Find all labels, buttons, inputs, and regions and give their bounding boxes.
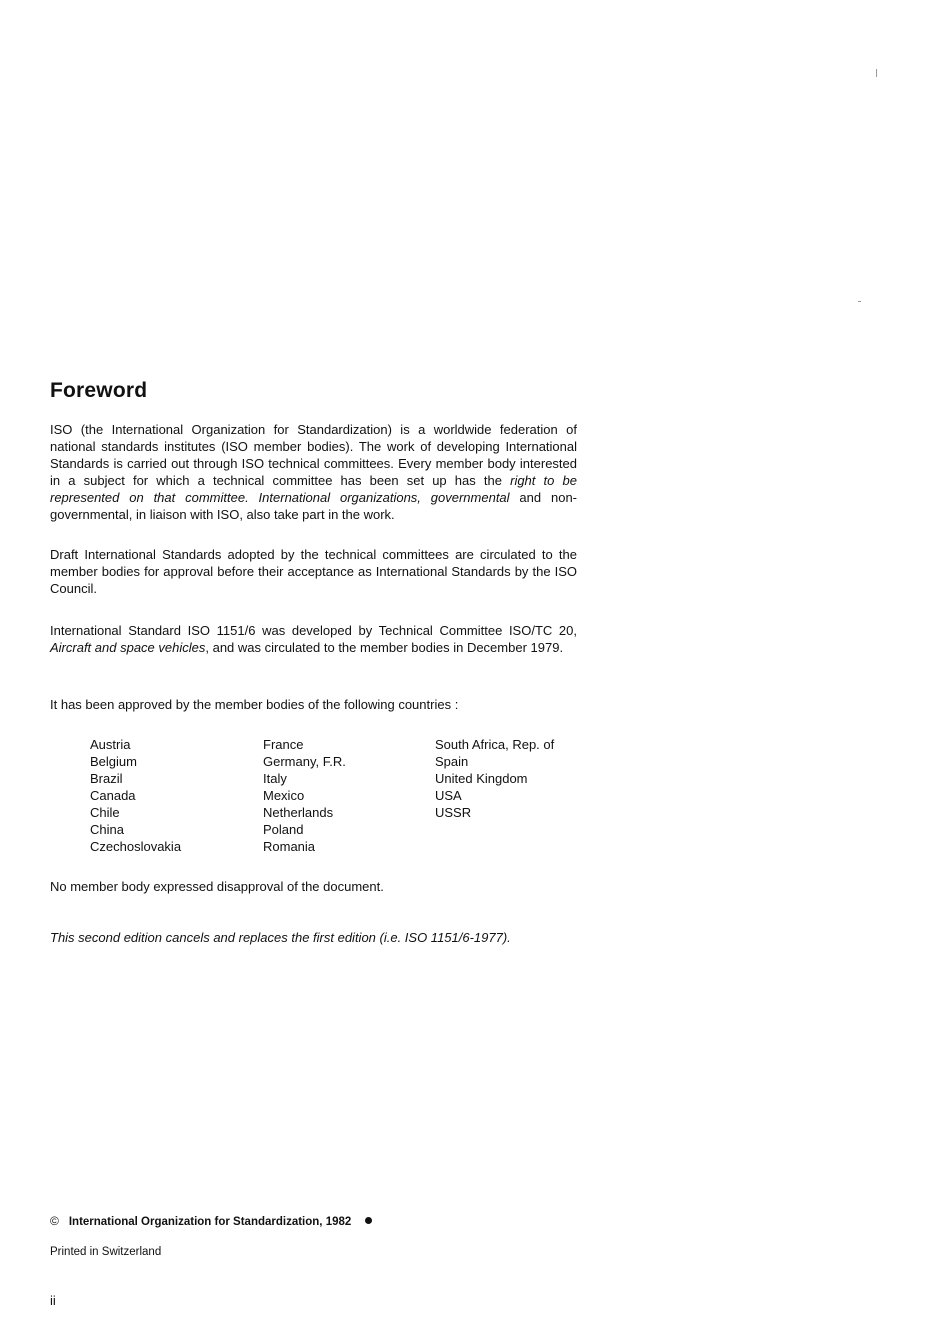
- country-item: Canada: [90, 788, 136, 803]
- country-item: Netherlands: [263, 805, 334, 820]
- country-item: USSR: [435, 805, 472, 820]
- country-item: Czechoslovakia: [90, 839, 182, 854]
- copyright-icon: ©: [50, 1214, 59, 1228]
- country-item: Chile: [90, 805, 120, 820]
- foreword-paragraph-1: ISO (the International Organization for Standardization) is a worldwide federation of national standards institutes (ISO member bodies). The work of developing International Standards is carried out through ISO technical committees. Every member body interested in a subject for which a technical committee has been set up has the right to be represented on that committee. International organizations, governmental and non-governmental, in liaison with ISO, also take part in the work.: [50, 422, 578, 522]
- country-item: France: [263, 737, 304, 752]
- foreword-paragraph-3: International Standard ISO 1151/6 was developed by Technical Committee ISO/TC 20, Aircraft and space vehicles, and was circulated to the member bodies in December 1979.: [50, 623, 577, 655]
- foreword-paragraph-6: This second edition cancels and replaces the first edition (i.e. ISO 1151/6-1977).: [50, 930, 511, 945]
- scan-mark: [858, 301, 861, 302]
- printed-location: Printed in Switzerland: [50, 1246, 162, 1258]
- copyright-text: International Organization for Standardization, 1982: [68, 1216, 352, 1228]
- country-item: South Africa, Rep. of: [435, 737, 555, 752]
- country-column-2: [263, 736, 346, 855]
- scan-mark: [876, 69, 877, 77]
- page-title: Foreword: [50, 379, 148, 402]
- foreword-paragraph-5: No member body expressed disapproval of the document.: [50, 879, 384, 894]
- country-item: Poland: [263, 822, 304, 837]
- country-item: Spain: [435, 754, 469, 769]
- country-item: Romania: [263, 839, 316, 854]
- country-item: Austria: [90, 737, 131, 752]
- country-column-3: [435, 736, 554, 821]
- page-number: ii: [50, 1293, 56, 1308]
- country-item: Mexico: [263, 788, 305, 803]
- country-column-1: [90, 736, 181, 855]
- country-item: USA: [435, 788, 462, 803]
- bullet-icon: [365, 1217, 372, 1224]
- country-item: United Kingdom: [435, 771, 528, 786]
- country-item: Belgium: [90, 754, 137, 769]
- foreword-paragraph-2: Draft International Standards adopted by the technical committees are circulated to the member bodies for approval before their acceptance as International Standards by the ISO Council.: [50, 547, 577, 596]
- country-item: Brazil: [90, 771, 123, 786]
- foreword-paragraph-4: It has been approved by the member bodies of the following countries :: [50, 697, 459, 712]
- country-item: China: [90, 822, 124, 837]
- copyright-line: [50, 1214, 372, 1228]
- country-item: Italy: [263, 771, 287, 786]
- country-item: Germany, F.R.: [263, 754, 346, 769]
